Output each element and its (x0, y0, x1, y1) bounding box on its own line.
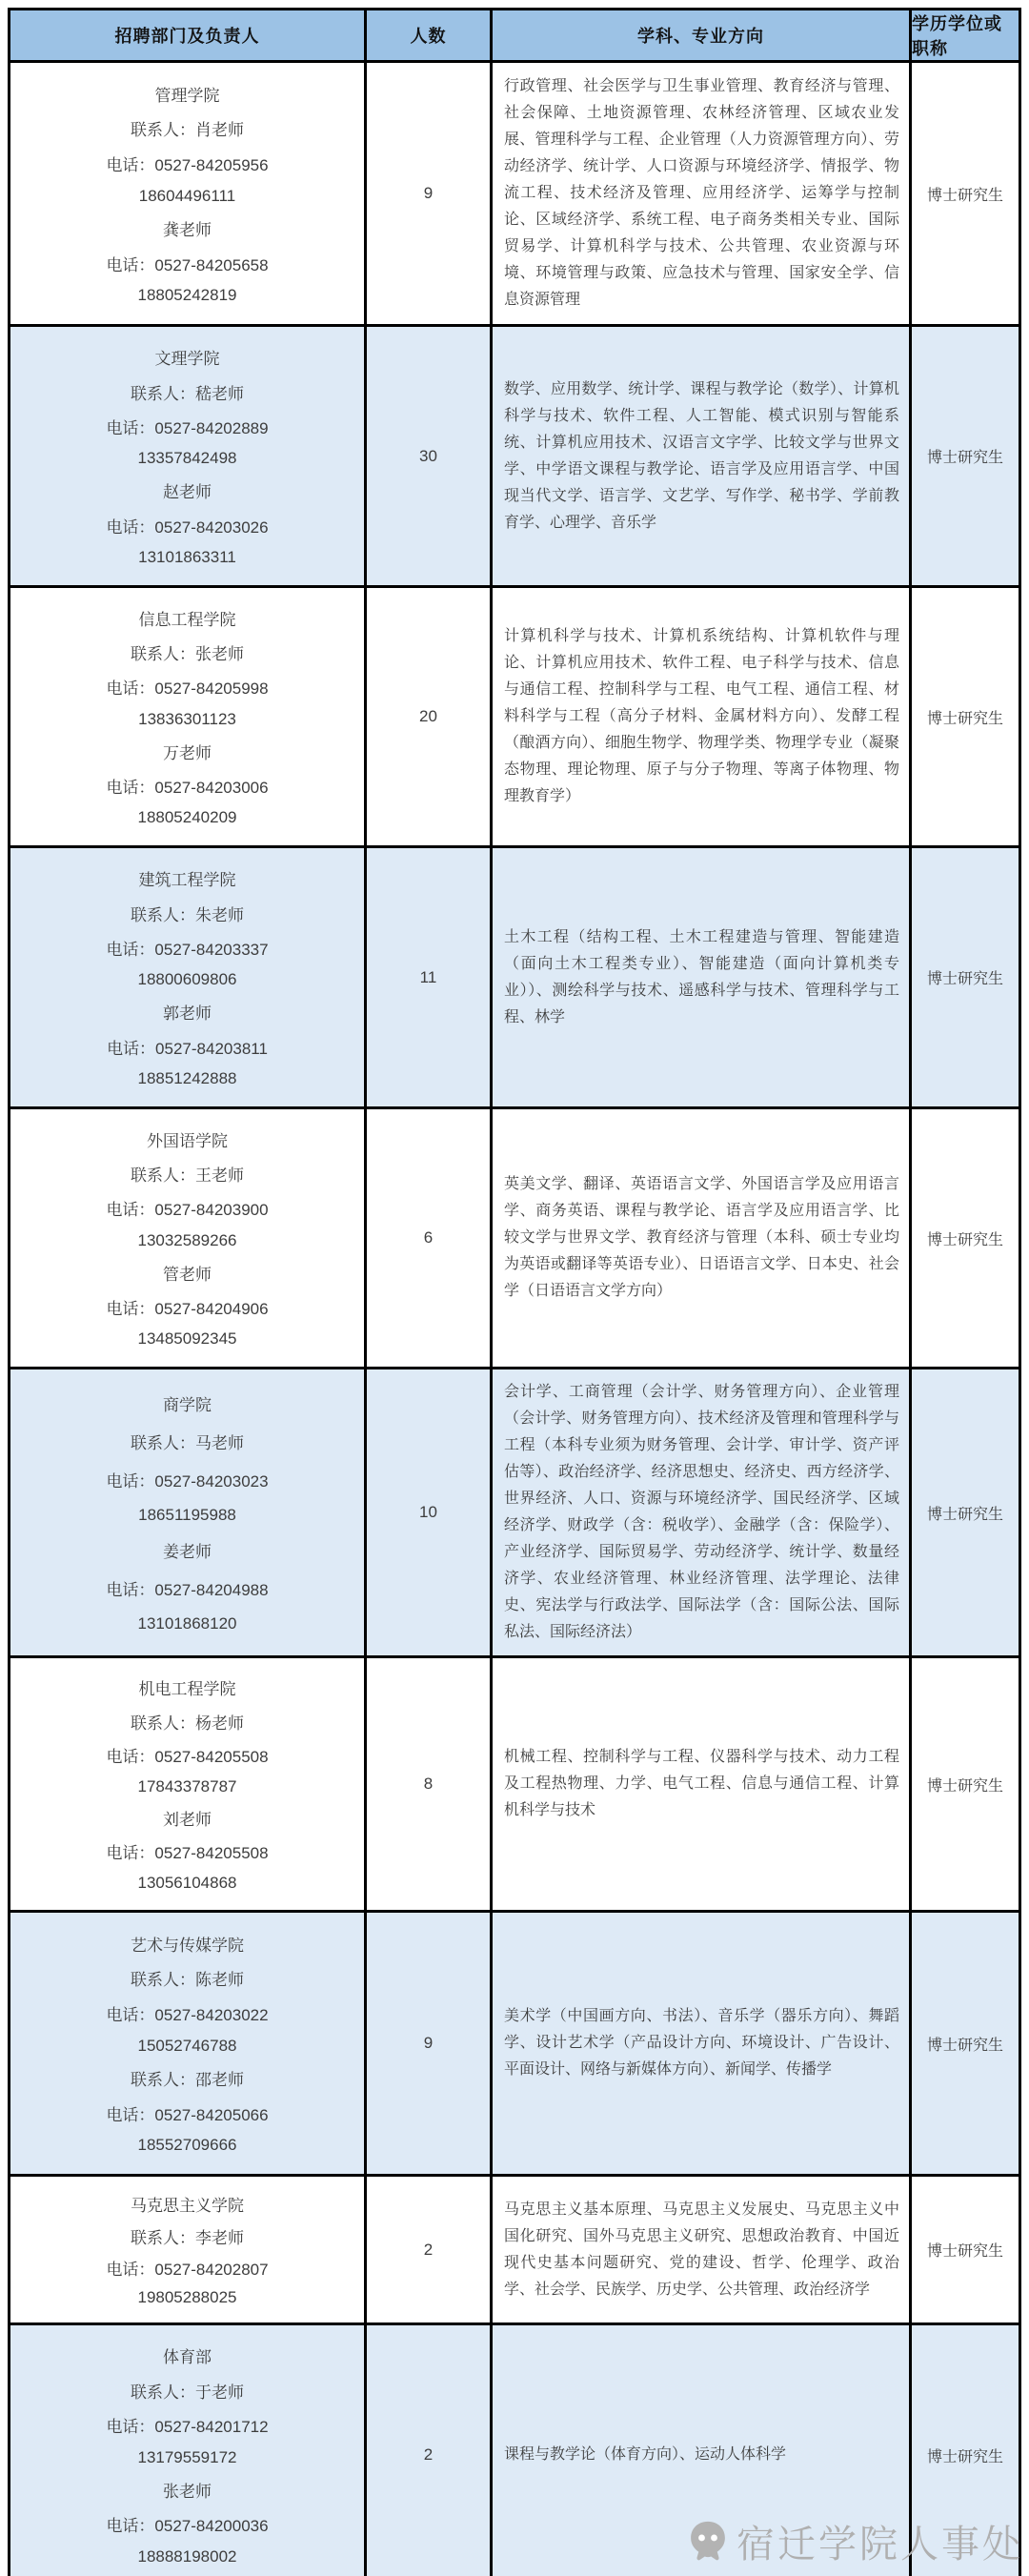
majors-text: 机械工程、控制科学与工程、仪器科学与技术、动力工程及工程热物理、力学、电气工程、信息与通信工程、计算机科学与技术 (504, 1749, 899, 1818)
count-cell: 2 (367, 2177, 493, 2322)
degree-cell: 博士研究生 (926, 1777, 1003, 1795)
majors-cell (493, 588, 912, 845)
dept-line: 联系人：肖老师 (131, 121, 244, 140)
majors-text: 计算机科学与技术、计算机系统结构、计算机软件与理论、计算机应用技术、软件工程、电子科学与技术、信息与通信工程、控制科学与工程、电气工程、通信工程、材料科学与工程（高分子材料、金属材料方向）、发酵工程（酿酒方向）、细胞生物学、物理学类、物理学专业（凝聚态物理、理论物理、原子与分子物理、等离子体物理、物理教育学） (504, 628, 899, 804)
dept-line: 张老师 (163, 2482, 212, 2501)
majors-cell (493, 1658, 912, 1910)
count-cell: 9 (367, 63, 493, 324)
dept-line: 电话：0527-84205508 (106, 1748, 269, 1767)
dept-line: 13032589266 (137, 1230, 237, 1249)
dept-line: 刘老师 (163, 1810, 212, 1829)
count-cell: 20 (367, 588, 493, 845)
majors-cell (493, 327, 912, 585)
dept-line: 18604496111 (138, 186, 236, 205)
dept-line: 18651195988 (138, 1505, 236, 1524)
dept-cell (10, 1658, 367, 1910)
dept-line: 姜老师 (163, 1543, 212, 1562)
dept-line: 13179559172 (137, 2447, 237, 2466)
degree-cell: 博士研究生 (926, 710, 1003, 727)
count-cell: 2 (367, 2325, 493, 2576)
dept-line: 机电工程学院 (138, 1680, 236, 1699)
dept-line: 电话：0527-84204988 (106, 1581, 269, 1600)
count-cell: 9 (367, 1913, 493, 2174)
table-row (10, 845, 1019, 1106)
dept-line: 郭老师 (163, 1004, 212, 1024)
count-cell: 11 (367, 848, 493, 1106)
dept-line: 电话：0527-84200036 (106, 2517, 269, 2536)
degree-cell: 博士研究生 (926, 1231, 1003, 1248)
dept-line: 电话：0527-84205658 (106, 255, 269, 274)
dept-line: 联系人：张老师 (131, 645, 244, 664)
dept-line: 联系人：邵老师 (131, 2071, 244, 2090)
dept-line: 13357842498 (137, 449, 237, 467)
degree-cell: 博士研究生 (926, 450, 1003, 466)
dept-line: 电话：0527-84203006 (106, 778, 269, 797)
dept-line: 电话：0527-84202889 (106, 418, 269, 437)
dept-cell (10, 1913, 367, 2174)
dept-line: 18800609806 (137, 970, 237, 988)
majors-text: 英美文学、翻译、英语语言文学、外国语言学及应用语言学、商务英语、课程与教学论、语言学及应用语言学、比较文学与世界文学、教育经济与管理（本科、硕士专业均为英语或翻译等英语专业）、日语语言文学、日本史、社会学（日语语言文学方向） (504, 1176, 899, 1299)
dept-line: 18805240209 (137, 807, 237, 826)
header-dept: 招聘部门及负责人 (10, 10, 367, 60)
header-degree: 学历学位或职称 (912, 14, 1002, 58)
dept-line: 电话：0527-84202807 (106, 2261, 269, 2280)
dept-line: 管老师 (163, 1265, 212, 1284)
dept-line: 外国语学院 (147, 1132, 228, 1151)
dept-line: 13056104868 (137, 1873, 237, 1892)
dept-line: 17843378787 (137, 1776, 237, 1795)
majors-text: 行政管理、社会医学与卫生事业管理、教育经济与管理、社会保障、土地资源管理、农林经济管理、区域农业发展、管理科学与工程、企业管理（人力资源管理方向）、劳动经济学、统计学、人口资源与环境经济学、情报学、物流工程、技术经济及管理、应用经济学、运筹学与控制论、区域经济学、系统工程、电子商务类相关专业、国际贸易学、计算机科学与技术、公共管理、农业资源与环境、环境管理与政策、应急技术与管理、国家安全学、信息资源管理 (504, 78, 899, 308)
table-row (10, 1106, 1019, 1367)
dept-cell (10, 327, 367, 585)
table-row (10, 585, 1019, 845)
degree-cell: 博士研究生 (926, 2243, 1003, 2260)
dept-line: 电话：0527-84204906 (106, 1299, 269, 1318)
dept-line: 电话：0527-84203811 (107, 1039, 268, 1058)
dept-line: 体育部 (163, 2348, 212, 2367)
degree-cell: 博士研究生 (926, 2037, 1003, 2054)
dept-line: 联系人：于老师 (131, 2383, 244, 2402)
dept-line: 电话：0527-84203022 (106, 2005, 269, 2024)
dept-line: 18851242888 (137, 1068, 237, 1087)
dept-line: 联系人：杨老师 (131, 1714, 244, 1733)
dept-line: 信息工程学院 (138, 611, 236, 630)
dept-line: 文理学院 (154, 350, 220, 369)
dept-line: 18888198002 (137, 2546, 237, 2566)
table-row (10, 1367, 1019, 1655)
degree-cell: 博士研究生 (926, 971, 1003, 987)
dept-line: 电话：0527-84203900 (106, 1201, 269, 1220)
dept-line: 电话：0527-84205066 (106, 2105, 269, 2124)
dept-line: 电话：0527-84201712 (106, 2418, 269, 2437)
count-cell: 6 (367, 1109, 493, 1367)
majors-cell (493, 1109, 912, 1367)
dept-line: 18805242819 (137, 286, 237, 305)
majors-cell (493, 63, 912, 324)
degree-cell: 博士研究生 (926, 2448, 1003, 2465)
dept-line: 联系人：朱老师 (131, 905, 244, 924)
majors-cell (493, 1913, 912, 2174)
dept-line: 商学院 (163, 1395, 212, 1414)
dept-line: 电话：0527-84205998 (106, 679, 269, 699)
table-row (10, 2322, 1019, 2576)
dept-cell (10, 63, 367, 324)
majors-text: 数学、应用数学、统计学、课程与教学论（数学）、计算机科学与技术、软件工程、人工智能、模式识别与智能系统、计算机应用技术、汉语言文字学、比较文学与世界文学、中学语文课程与教学论、语言学及应用语言学、中国现当代文学、语言学、文艺学、写作学、秘书学、学前教育学、心理学、音乐学 (504, 380, 899, 531)
dept-line: 赵老师 (163, 483, 212, 502)
header-count: 人数 (367, 10, 493, 60)
table-row (10, 1655, 1019, 1910)
dept-line: 电话：0527-84205956 (106, 155, 269, 174)
dept-line: 电话：0527-84203023 (106, 1471, 269, 1491)
dept-line: 万老师 (163, 743, 212, 762)
dept-line: 联系人：王老师 (131, 1166, 244, 1186)
majors-text: 会计学、工商管理（会计学、财务管理方向）、企业管理（会计学、财务管理方向）、技术经济及管理和管理科学与工程（本科专业须为财务管理、会计学、审计学、资产评估等）、政治经济学、经济思想史、经济史、西方经济学、世界经济、人口、资源与环境经济学、国民经济学、区域经济学、财政学（含：税收学）、金融学（含：保险学）、产业经济学、国际贸易学、劳动经济学、统计学、数量经济学、农业经济管理、林业经济管理、法学理论、法律史、宪法学与行政法学、国际法学（含：国际公法、国际私法、国际经济法） (504, 1384, 899, 1640)
majors-text: 课程与教学论（体育方向）、运动人体科学 (504, 2446, 787, 2463)
majors-text: 马克思主义基本原理、马克思主义发展史、马克思主义中国化研究、国外马克思主义研究、思想政治教育、中国近现代史基本问题研究、党的建设、哲学、伦理学、政治学、社会学、民族学、历史学、公共管理、政治经济学 (504, 2201, 899, 2298)
table-header-row (10, 10, 1019, 60)
count-cell: 10 (367, 1369, 493, 1655)
count-cell: 8 (367, 1658, 493, 1910)
majors-cell (493, 2325, 912, 2576)
recruitment-table (8, 8, 1021, 2576)
dept-line: 电话：0527-84205508 (106, 1844, 269, 1863)
dept-line: 13836301123 (138, 709, 236, 728)
majors-cell (493, 848, 912, 1106)
header-majors: 学科、专业方向 (493, 10, 912, 60)
dept-line: 电话：0527-84203337 (106, 940, 269, 959)
dept-line: 电话：0527-84203026 (106, 517, 269, 537)
count-cell: 30 (367, 327, 493, 585)
dept-line: 马克思主义学院 (131, 2197, 244, 2216)
degree-cell: 博士研究生 (926, 187, 1003, 204)
degree-cell: 博士研究生 (926, 1506, 1003, 1523)
dept-cell (10, 2177, 367, 2322)
majors-cell (493, 2177, 912, 2322)
dept-line: 联系人：嵇老师 (131, 384, 244, 403)
table-body (10, 60, 1019, 2576)
dept-line: 13101863311 (138, 547, 236, 566)
majors-text: 美术学（中国画方向、书法）、音乐学（器乐方向）、舞蹈学、设计艺术学（产品设计方向、环境设计、广告设计、平面设计、网络与新媒体方向）、新闻学、传播学 (504, 2008, 899, 2078)
dept-cell (10, 588, 367, 845)
dept-line: 联系人：陈老师 (131, 1971, 244, 1990)
dept-line: 联系人：马老师 (131, 1433, 244, 1452)
dept-cell (10, 1369, 367, 1655)
dept-line: 联系人：李老师 (131, 2228, 244, 2247)
dept-cell (10, 2325, 367, 2576)
dept-line: 19805288025 (137, 2287, 237, 2306)
table-row (10, 60, 1019, 324)
dept-cell (10, 848, 367, 1106)
dept-line: 龚老师 (163, 221, 212, 240)
table-row (10, 2174, 1019, 2322)
dept-line: 18552709666 (137, 2136, 237, 2155)
dept-line: 管理学院 (154, 86, 220, 105)
dept-line: 15052746788 (137, 2036, 237, 2055)
table-row (10, 1910, 1019, 2174)
dept-cell (10, 1109, 367, 1367)
table-row (10, 324, 1019, 585)
dept-line: 艺术与传媒学院 (131, 1936, 244, 1955)
dept-line: 13485092345 (137, 1329, 237, 1348)
majors-cell (493, 1369, 912, 1655)
majors-text: 土木工程（结构工程、土木工程建造与管理、智能建造（面向土木工程类专业）、智能建造（面向计算机类专业））、测绘科学与技术、遥感科学与技术、管理科学与工程、林学 (504, 928, 899, 1025)
dept-line: 建筑工程学院 (138, 871, 236, 890)
dept-line: 13101868120 (137, 1614, 237, 1633)
watermark-text: 宿迁学院人事处 (736, 2524, 1023, 2566)
